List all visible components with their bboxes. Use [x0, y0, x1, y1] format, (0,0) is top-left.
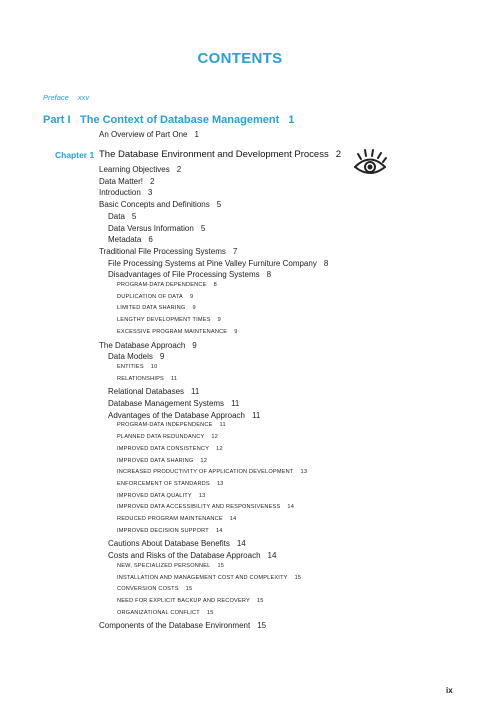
toc-entry-text: Metadata — [108, 235, 142, 245]
toc-entry-text: The Database Approach — [99, 340, 186, 350]
part-title-wrap — [80, 114, 294, 126]
toc-entry-text: Traditional File Processing Systems — [99, 246, 226, 256]
toc-entry-page: 14 — [229, 516, 237, 522]
toc-entry — [117, 504, 294, 510]
toc-entry-text: DUPLICATION OF DATA — [117, 293, 183, 300]
toc-entry-text: NEED FOR EXPLICIT BACKUP AND RECOVERY — [117, 597, 250, 604]
toc-entry — [99, 621, 266, 630]
toc-entry-page: 8 — [213, 282, 217, 288]
toc-entry-page: 9 — [192, 340, 197, 350]
toc-entry-page: 11 — [219, 422, 226, 429]
toc-entry-text: Basic Concepts and Definitions — [99, 200, 210, 210]
toc-entry-page: 15 — [206, 609, 214, 616]
toc-entry-text: ORGANIZATIONAL CONFLICT — [117, 609, 200, 616]
toc-entry — [117, 376, 177, 382]
toc-entry-text: INCREASED PRODUCTIVITY OF APPLICATION DEVELOPMENT — [117, 469, 294, 476]
toc-entry-page: 11 — [170, 375, 178, 382]
toc-entry — [108, 551, 276, 560]
toc-entry-text: PLANNED DATA REDUNDANCY — [117, 434, 205, 441]
toc-entry-text: NEW, SPECIALIZED PERSONNEL — [117, 562, 211, 569]
toc-entry-page: 9 — [159, 352, 165, 362]
toc-entry-text: Disadvantages of File Processing Systems — [108, 270, 260, 280]
toc-entry-page: 9 — [189, 293, 194, 300]
toc-entry-page: 9 — [192, 305, 196, 312]
toc-entry-text: EXCESSIVE PROGRAM MAINTENANCE — [117, 328, 228, 335]
toc-entry — [108, 399, 239, 408]
toc-entry-text: ENFORCEMENT OF STANDARDS — [117, 480, 210, 487]
toc-entry-text: Advantages of the Database Approach — [108, 410, 245, 420]
toc-entry-page: 5 — [131, 211, 137, 221]
toc-entry-page: 14 — [215, 527, 223, 534]
toc-entry — [117, 575, 301, 581]
chapter-page: 2 — [335, 149, 342, 160]
toc-entry-page: 15 — [185, 586, 193, 593]
toc-entry — [117, 481, 223, 487]
toc-entry — [108, 387, 199, 396]
page-number: ix — [446, 686, 453, 695]
toc-entry-text: PROGRAM-DATA DEPENDENCE — [117, 282, 207, 288]
toc-entry-text: IMPROVED DATA QUALITY — [117, 492, 192, 499]
preface-entry — [43, 93, 89, 102]
toc-entry-page: 15 — [256, 597, 264, 604]
toc-entry — [99, 200, 221, 209]
toc-entry — [108, 259, 328, 268]
overview-page: 1 — [194, 130, 199, 139]
toc-entry-text: IMPROVED DECISION SUPPORT — [117, 527, 209, 534]
part-heading — [43, 114, 295, 126]
toc-entry — [117, 282, 217, 288]
preface-page: xxv — [77, 93, 90, 102]
chapter-title: The Database Environment and Development Process — [99, 149, 329, 160]
toc-entry-text: Relational Databases — [108, 387, 185, 397]
toc-entry-text: RELATIONSHIPS — [117, 375, 164, 382]
toc-entry — [117, 598, 264, 604]
toc-entry — [99, 177, 154, 186]
part-title: The Context of Database Management — [80, 114, 280, 126]
toc-entry-text: ENTITIES — [117, 363, 144, 370]
eye-icon — [352, 146, 388, 182]
toc-entry-text: Data Matter! — [99, 176, 144, 186]
toc-entry — [117, 317, 221, 323]
toc-entry — [117, 329, 238, 335]
toc-entry-page: 12 — [200, 457, 208, 464]
overview-entry — [99, 130, 199, 139]
page-title: CONTENTS — [197, 50, 283, 67]
toc-entry-text: IMPROVED DATA ACCESSIBILITY AND RESPONSIVENESS — [117, 504, 281, 511]
toc-entry — [117, 563, 224, 569]
toc-entry-page: 8 — [266, 270, 272, 280]
toc-entry — [99, 165, 181, 174]
toc-entry-page: 7 — [232, 246, 238, 256]
toc-entry-page: 13 — [216, 480, 224, 487]
toc-entry — [117, 305, 196, 311]
toc-entry — [117, 422, 226, 428]
toc-entry — [108, 212, 136, 221]
part-page: 1 — [288, 114, 295, 126]
part-label: Part I — [43, 114, 71, 126]
toc-entry-page: 11 — [191, 387, 200, 397]
toc-entry-text: IMPROVED DATA SHARING — [117, 457, 194, 464]
toc-entry — [117, 493, 205, 499]
toc-entry-page: 3 — [147, 188, 153, 198]
toc-entry-text: Learning Objectives — [99, 165, 170, 174]
overview-label: An Overview of Part One — [99, 130, 188, 139]
toc-entry-page: 9 — [217, 317, 221, 324]
chapter-title-entry — [99, 149, 341, 160]
toc-entry — [117, 516, 236, 522]
toc-entry — [108, 352, 164, 361]
toc-entry-page: 6 — [148, 235, 153, 245]
toc-entry-page: 13 — [300, 469, 308, 476]
toc-entry-page: 5 — [216, 200, 222, 210]
toc-entry-page: 2 — [150, 176, 155, 186]
toc-entry-page: 9 — [234, 328, 238, 335]
toc-entry — [108, 224, 205, 233]
toc-entry-text: Data Models — [108, 352, 153, 362]
toc-entry-text: Components of the Database Environment — [99, 621, 251, 631]
toc-entry-page: 14 — [287, 504, 295, 511]
toc-entry — [117, 364, 157, 370]
toc-entry-text: Introduction — [99, 188, 141, 198]
toc-entry-text: File Processing Systems at Pine Valley Furniture Company — [108, 258, 317, 268]
toc-entry-page: 15 — [257, 621, 267, 631]
toc-entry — [99, 341, 197, 350]
toc-entry-page: 8 — [323, 258, 329, 268]
toc-entry — [117, 434, 218, 440]
toc-entry-text: Costs and Risks of the Database Approach — [108, 551, 261, 561]
toc-entry — [117, 458, 207, 464]
toc-entry-page: 12 — [211, 434, 219, 441]
toc-entry — [117, 294, 193, 300]
toc-entry-page: 5 — [200, 223, 206, 233]
toc-entry — [117, 469, 307, 475]
toc-entry-text: CONVERSION COSTS — [117, 586, 179, 593]
preface-label: Preface — [43, 93, 69, 102]
toc-entry-text: Data Versus Information — [108, 223, 194, 233]
toc-entry — [99, 247, 237, 256]
toc-entry — [99, 188, 152, 197]
toc-entry — [117, 446, 223, 452]
toc-entry-text: LENGTHY DEVELOPMENT TIMES — [117, 317, 211, 324]
toc-entry-text: IMPROVED DATA CONSISTENCY — [117, 445, 210, 452]
toc-entry-text: PROGRAM-DATA INDEPENDENCE — [117, 422, 213, 429]
toc-entry-page: 15 — [217, 562, 225, 569]
toc-entry-page: 15 — [294, 574, 302, 581]
toc-entry-text: INSTALLATION AND MANAGEMENT COST AND COMPLEXITY — [117, 574, 288, 581]
toc-entry-text: REDUCED PROGRAM MAINTENANCE — [117, 516, 223, 522]
toc-entry — [108, 539, 246, 548]
toc-entry-text: Data — [108, 211, 125, 221]
toc-entry — [117, 528, 223, 534]
toc-entry — [117, 586, 192, 592]
toc-entry — [108, 235, 153, 244]
toc-entry-page: 12 — [216, 445, 223, 452]
toc-entry-text: LIMITED DATA SHARING — [117, 305, 186, 312]
toc-entry — [108, 411, 260, 420]
toc-entry-page: 11 — [231, 399, 240, 408]
toc-entry-page: 10 — [150, 363, 158, 370]
toc-entry-page: 13 — [198, 492, 206, 499]
toc-entry — [108, 270, 271, 279]
toc-entry-page: 11 — [252, 410, 261, 420]
toc-entry-page: 2 — [176, 165, 182, 174]
toc-entry-text: Database Management Systems — [108, 399, 225, 408]
toc-entry-text: Cautions About Database Benefits — [108, 539, 230, 549]
toc-entry-page: 14 — [236, 539, 246, 549]
chapter-label: Chapter 1 — [55, 150, 95, 160]
toc-entry-page: 14 — [267, 551, 277, 561]
toc-entry — [117, 610, 214, 616]
